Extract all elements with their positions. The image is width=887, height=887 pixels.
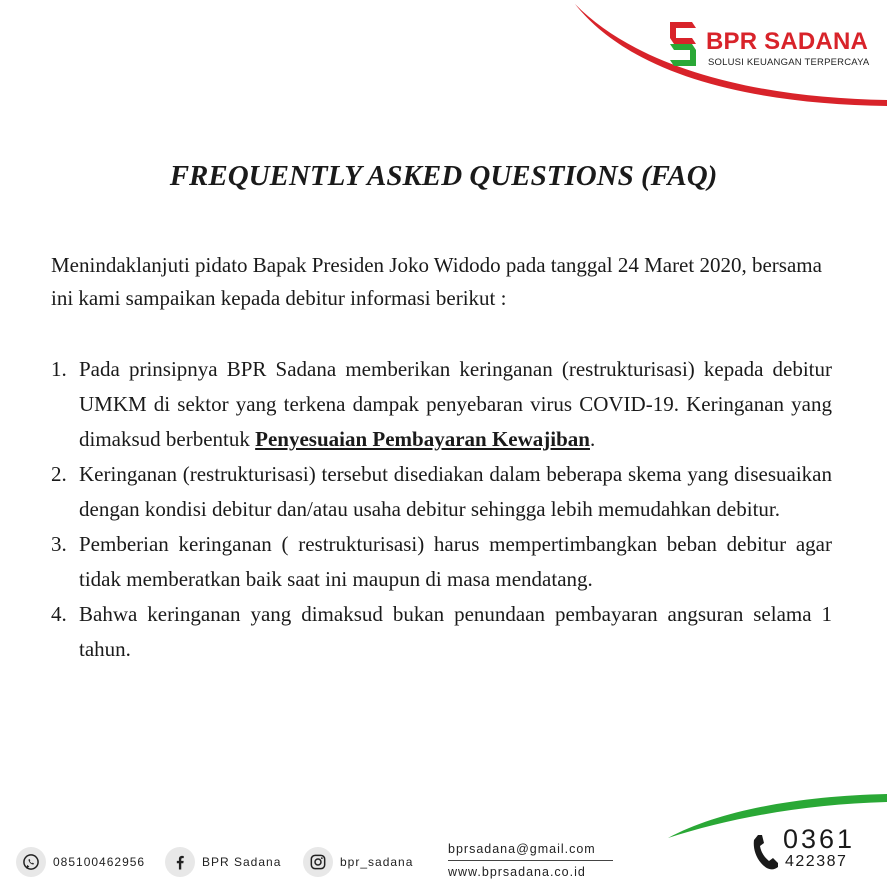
faq-item-1 [51, 352, 832, 457]
facebook-icon [165, 847, 195, 877]
faq-item-number: 3. [51, 532, 67, 556]
phone-contact[interactable] [750, 824, 870, 880]
instagram-contact[interactable] [303, 846, 413, 878]
page-title: FREQUENTLY ASKED QUESTIONS (FAQ) [169, 160, 718, 192]
instagram-icon [303, 847, 333, 877]
faq-item-suffix: . [589, 427, 596, 451]
intro-paragraph: Menindaklanjuti pidato Bapak Presiden Joko Widodo pada tanggal 24 Maret 2020, bersama ini kami sampaikan kepada debitur informasi berikut : [51, 253, 822, 310]
faq-item-emphasis: Penyesuaian Pembayaran Kewajiban [255, 427, 590, 451]
faq-item-number: 4. [51, 602, 67, 626]
brand-name: BPR SADANA [706, 28, 869, 55]
brand-logo [666, 18, 876, 74]
footer [0, 824, 887, 887]
instagram-handle: bpr_sadana [340, 855, 414, 869]
faq-list [51, 352, 832, 667]
faq-item-3 [51, 527, 832, 597]
faq-item-number: 1. [51, 357, 67, 381]
facebook-handle: BPR Sadana [202, 855, 282, 869]
logo-mark-icon [666, 18, 700, 70]
website-url[interactable]: www.bprsadana.co.id [448, 865, 586, 879]
faq-item-text: Pemberian keringanan ( restrukturisasi) harus mempertimbangkan beban debitur agar tidak memberatkan baik saat ini maupun di masa mendatang. [79, 532, 832, 591]
email-address[interactable]: bprsadana@gmail.com [448, 842, 613, 861]
phone-icon [750, 832, 780, 872]
faq-item-4 [51, 597, 832, 667]
faq-item-2 [51, 457, 832, 527]
whatsapp-contact[interactable] [16, 846, 145, 878]
faq-item-text: Pada prinsipnya BPR Sadana memberikan keringanan (restrukturisasi) kepada debitur UMKM di sektor yang terkena dampak penyebaran virus COVID-19. Keringanan yang dimaksud berbentuk [79, 357, 832, 451]
faq-item-text: Bahwa keringanan yang dimaksud bukan penundaan pembayaran angsuran selama 1 tahun. [79, 602, 832, 661]
phone-number: 422387 [785, 853, 848, 870]
facebook-contact[interactable] [165, 846, 281, 878]
phone-area-code: 0361 [783, 824, 856, 854]
faq-item-text: Keringanan (restrukturisasi) tersebut disediakan dalam beberapa skema yang disesuaikan dengan kondisi debitur dan/atau usaha debitur sehingga lebih memudahkan debitur. [79, 462, 832, 521]
web-contact-block [448, 842, 613, 879]
whatsapp-icon [16, 847, 46, 877]
whatsapp-number: 085100462956 [53, 855, 146, 869]
brand-tagline: SOLUSI KEUANGAN TERPERCAYA [708, 57, 870, 68]
faq-item-number: 2. [51, 462, 67, 486]
